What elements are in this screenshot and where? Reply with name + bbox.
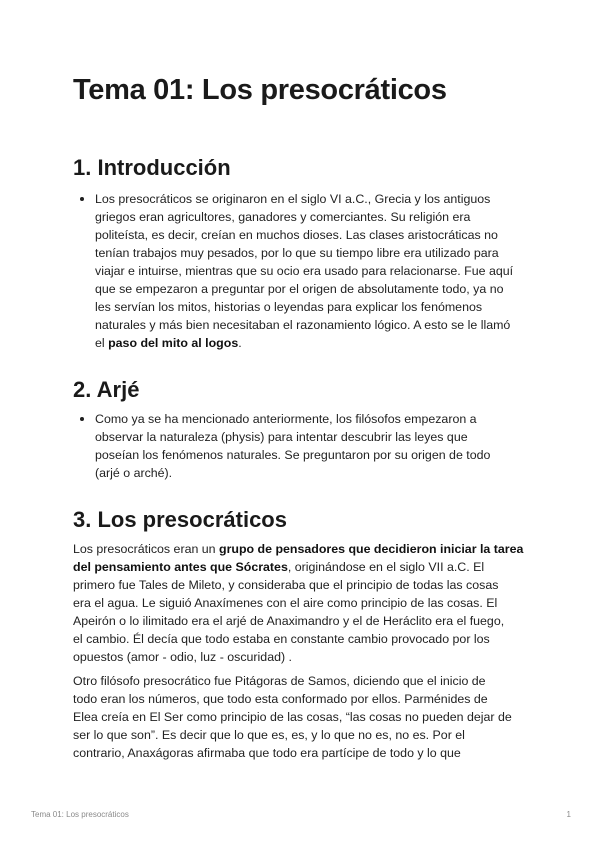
bullet-dot-icon (80, 197, 84, 201)
bold-term: paso del mito al logos (108, 336, 239, 350)
text-line (73, 558, 529, 576)
bullet-list-introduccion (73, 190, 529, 352)
text-line: que se empezaron a preguntar por el origen de absolutamente todo, ya no (95, 282, 504, 296)
text-line: naturales y más bien necesitaban el razonamiento lógico. A esto se le llamó (95, 318, 511, 332)
text-line: viajar e intuirse, mientras que su ocio era usado para relacionarse. Fue aquí (95, 264, 514, 278)
paragraph (73, 672, 529, 762)
text-line: Elea creía en El Ser como principio de las cosas, “las cosas no pueden dejar de (73, 710, 512, 724)
text-line: Apeirón o lo ilimitado era el arjé de Anaximandro y el de Heráclito era el fuego, (73, 614, 505, 628)
text-line: observar la naturaleza (physis) para intentar descubrir las leyes que (95, 430, 468, 444)
bold-phrase: del pensamiento antes que Sócrates (73, 560, 288, 574)
text-fragment: , originándose en el siglo VII a.C. El (287, 560, 485, 574)
text-line: primero fue Tales de Mileto, y consideraba que el principio de todas las cosas (73, 578, 499, 592)
text-line (73, 540, 529, 558)
list-item (73, 190, 529, 352)
text-line: Los presocráticos se originaron en el siglo VI a.C., Grecia y los antiguos (95, 192, 491, 206)
section-heading-introduccion: 1. Introducción (73, 155, 231, 180)
text-line: tenían trabajos muy pesados, por lo que su tiempo libre era utilizado para (95, 246, 499, 260)
bold-phrase: grupo de pensadores que decidieron iniciar la tarea (219, 542, 524, 556)
text-line: (arjé o arché). (95, 466, 173, 480)
paragraph (73, 540, 529, 666)
text-line: contrario, Anaxágoras afirmaba que todo era partícipe de todo y lo que (73, 746, 461, 760)
text-line: ser lo que son”. Es decir que lo que es, es, y lo que no es, no es. Por el (73, 728, 465, 742)
page-number: 1 (566, 810, 571, 819)
text-fragment: . (238, 336, 242, 350)
text-line (95, 334, 529, 352)
text-line: todo eran los números, que todo esta conformado por ellos. Parménides de (73, 692, 488, 706)
section-heading-los-presocraticos: 3. Los presocráticos (73, 507, 287, 532)
text-line: politeísta, es decir, creían en muchos dioses. Las clases aristocráticas no (95, 228, 498, 242)
bullet-dot-icon (80, 417, 84, 421)
text-line: Como ya se ha mencionado anteriormente, los filósofos empezaron a (95, 412, 477, 426)
text-line: el cambio. Él decía que todo estaba en constante cambio provocado por los (73, 632, 490, 646)
text-line: Otro filósofo presocrático fue Pitágoras de Samos, diciendo que el inicio de (73, 674, 486, 688)
text-line: les servían los mitos, historias o leyendas para explicar los fenómenos (95, 300, 483, 314)
text-line: era el agua. Le siguió Anaxímenes con el aire como principio de las cosas. El (73, 596, 498, 610)
bullet-list-arje (73, 410, 529, 482)
document-title: Tema 01: Los presocráticos (73, 74, 447, 106)
text-line: griegos eran agricultores, ganadores y comerciantes. Su religión era (95, 210, 471, 224)
text-fragment: el (95, 336, 109, 350)
section-heading-arje: 2. Arjé (73, 377, 140, 402)
text-fragment: Los presocráticos eran un (73, 542, 220, 556)
text-line: poseían los fenómenos naturales. Se preguntaron por su origen de todo (95, 448, 491, 462)
footer-title: Tema 01: Los presocráticos (31, 810, 129, 819)
list-item (73, 410, 529, 482)
text-line: opuestos (amor - odio, luz - oscuridad) . (73, 650, 292, 664)
